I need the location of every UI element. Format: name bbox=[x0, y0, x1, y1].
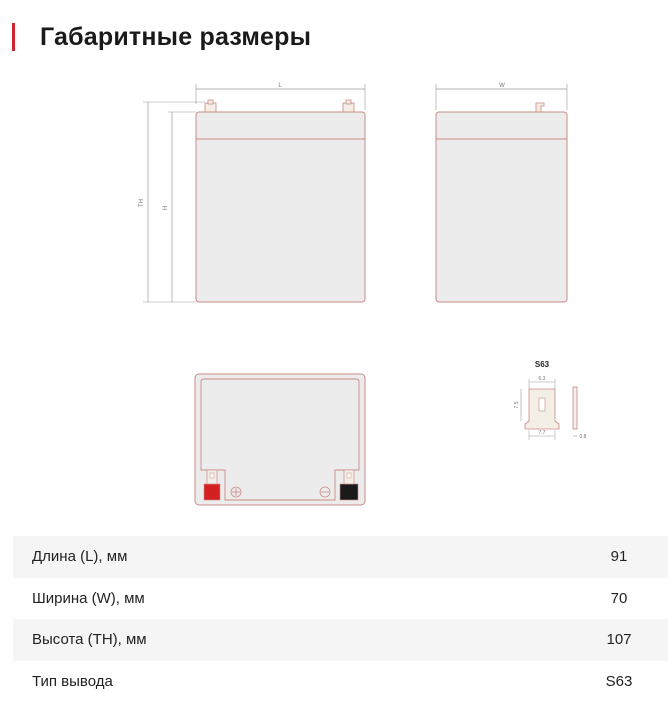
top-view bbox=[195, 374, 365, 505]
positive-terminal bbox=[204, 484, 220, 500]
terminal-dim-base: 7.7 bbox=[538, 430, 546, 436]
dim-label-length: L bbox=[278, 83, 282, 89]
spec-label: Тип вывода bbox=[32, 672, 113, 690]
spec-label: Высота (TH), мм bbox=[32, 631, 147, 649]
dim-label-total-height: TH bbox=[139, 199, 145, 207]
dim-label-height: H bbox=[163, 205, 169, 211]
spec-row-terminal bbox=[13, 661, 668, 703]
terminal-code-label: S63 bbox=[534, 360, 550, 369]
spec-row-height bbox=[13, 619, 668, 661]
side-view bbox=[436, 83, 567, 302]
terminal-dim-height: 7.5 bbox=[514, 401, 520, 409]
terminal-detail bbox=[514, 360, 587, 440]
front-view bbox=[139, 83, 365, 302]
terminal-dim-thickness: 0.8 bbox=[579, 434, 587, 440]
spec-value: 70 bbox=[610, 589, 628, 607]
specs-table bbox=[13, 536, 668, 702]
spec-row-length bbox=[13, 536, 668, 578]
spec-value: S63 bbox=[605, 672, 633, 690]
dim-label-width: W bbox=[499, 83, 505, 89]
spec-value: 91 bbox=[610, 548, 628, 566]
spec-label: Длина (L), мм bbox=[32, 548, 128, 566]
negative-terminal bbox=[340, 484, 358, 500]
spec-row-width bbox=[13, 578, 668, 620]
page-title: Габаритные размеры bbox=[40, 22, 312, 51]
spec-label: Ширина (W), мм bbox=[32, 589, 145, 607]
terminal-dim-width: 6.3 bbox=[538, 376, 546, 382]
spec-value: 107 bbox=[606, 631, 632, 649]
